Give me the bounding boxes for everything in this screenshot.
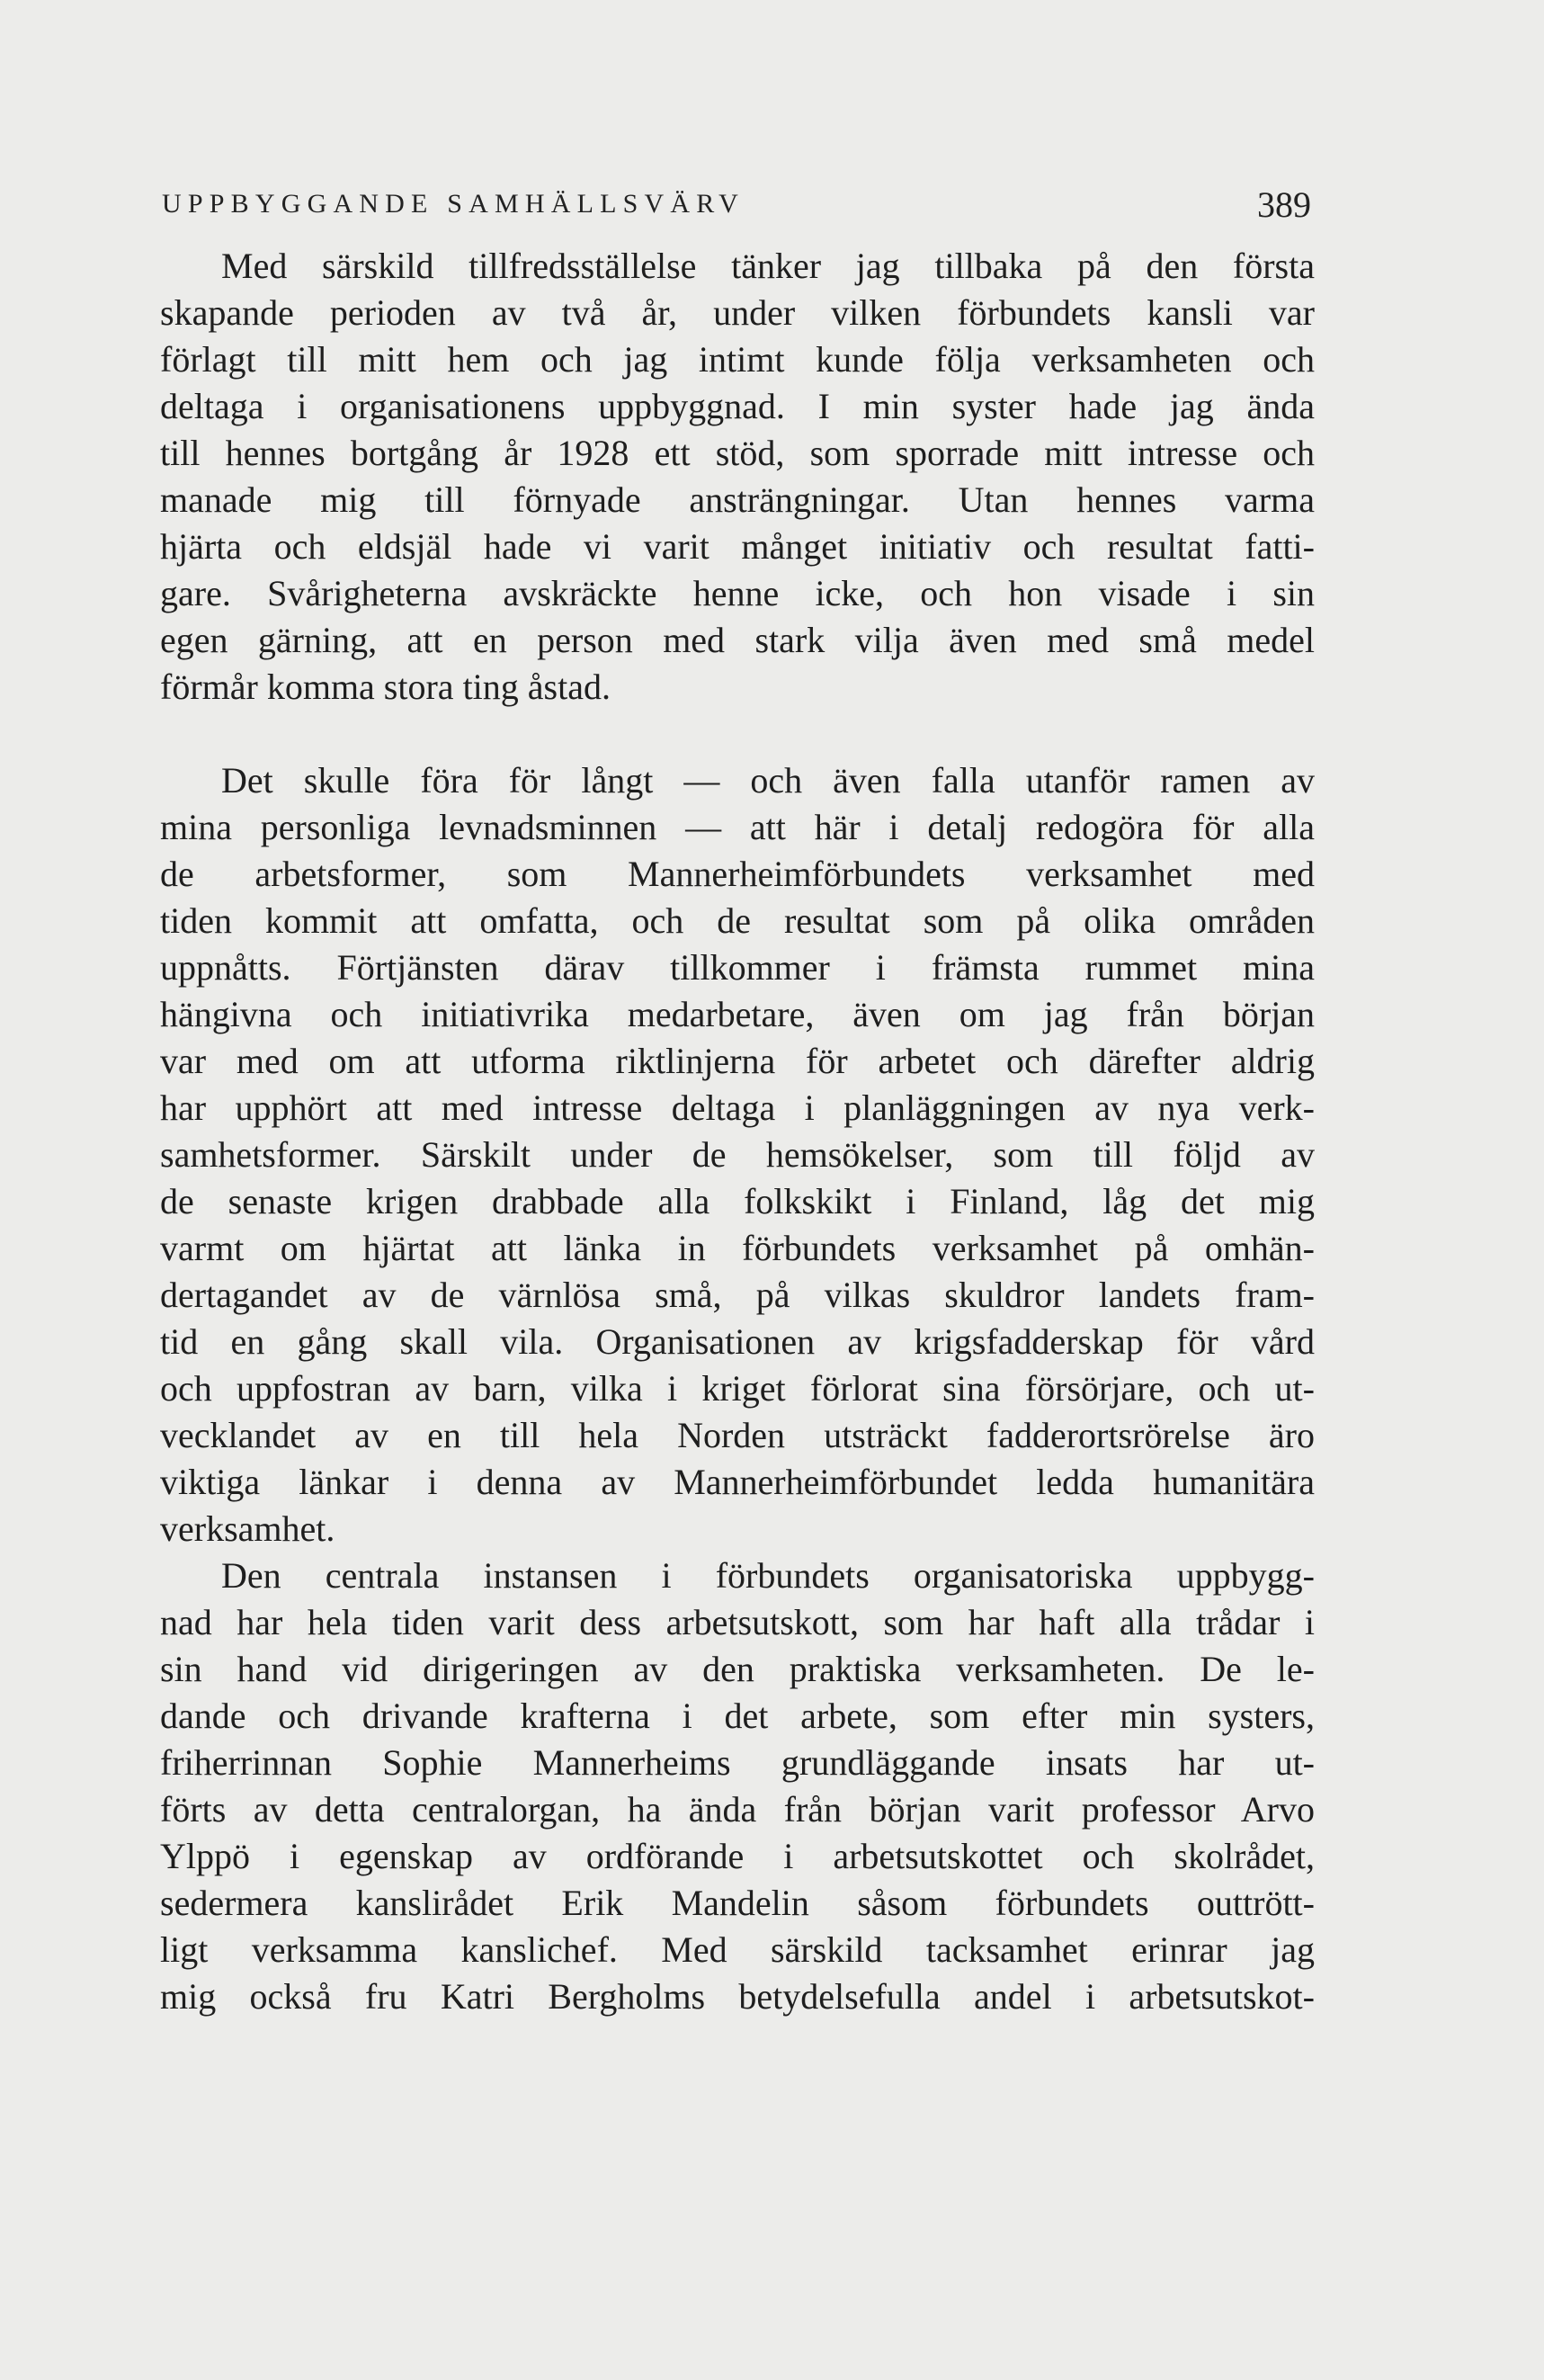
text-line: verksamhet. <box>160 1508 335 1549</box>
text-line: Det skulle föra för långt — och även falla utanför ramen av <box>221 760 1315 801</box>
text-line: Med särskild tillfredsställelse tänker jag tillbaka på den första <box>221 246 1315 286</box>
text-line: ligt verksamma kanslichef. Med särskild tacksamhet erinrar jag <box>160 1929 1315 1970</box>
text-line: hjärta och eldsjäl hade vi varit månget initiativ och resultat fatti- <box>160 526 1315 567</box>
text-line: har upphört att med intresse deltaga i planläggningen av nya verk- <box>160 1087 1315 1128</box>
text-line: skapande perioden av två år, under vilken förbundets kansli var <box>160 292 1315 333</box>
text-line: tid en gång skall vila. Organisationen av krigsfadderskap för vård <box>160 1321 1315 1362</box>
text-line: nad har hela tiden varit dess arbetsutskott, som har haft alla trådar i <box>160 1602 1315 1642</box>
running-head <box>162 176 1318 230</box>
text-line: hängivna och initiativrika medarbetare, även om jag från början <box>160 994 1315 1034</box>
text-line: och uppfostran av barn, vilka i kriget förlorat sina försörjare, och ut- <box>160 1368 1315 1409</box>
body-text <box>160 243 1315 2020</box>
text-line: sin hand vid dirigeringen av den praktiska verksamheten. De le- <box>160 1649 1315 1689</box>
text-line: mina personliga levnadsminnen — att här i detalj redogöra för alla <box>160 807 1315 847</box>
text-line: varmt om hjärtat att länka in förbundets verksamhet på omhän- <box>160 1228 1315 1268</box>
text-line: dande och drivande krafterna i det arbete, som efter min systers, <box>160 1696 1315 1736</box>
text-line: till hennes bortgång år 1928 ett stöd, som sporrade mitt intresse och <box>160 433 1315 473</box>
text-line: de arbetsformer, som Mannerheimförbundets verksamhet med <box>160 854 1315 894</box>
text-line: samhetsformer. Särskilt under de hemsökelser, som till följd av <box>160 1134 1315 1175</box>
text-line: friherrinnan Sophie Mannerheims grundläggande insats har ut- <box>160 1742 1315 1783</box>
text-line: uppnåtts. Förtjänsten därav tillkommer i främsta rummet mina <box>160 947 1315 988</box>
text-line: gare. Svårigheterna avskräckte henne icke, och hon visade i sin <box>160 573 1315 613</box>
text-line: sedermera kanslirådet Erik Mandelin såsom förbundets outtrött- <box>160 1883 1315 1923</box>
text-line: var med om att utforma riktlinjerna för arbetet och därefter aldrig <box>160 1041 1315 1081</box>
text-line: vecklandet av en till hela Norden utsträckt fadderortsrörelse äro <box>160 1415 1315 1455</box>
text-line: manade mig till förnyade ansträngningar. Utan hennes varma <box>160 479 1315 520</box>
text-line: viktiga länkar i denna av Mannerheimförbundet ledda humanitära <box>160 1462 1315 1502</box>
paragraph <box>160 243 1315 711</box>
text-line: mig också fru Katri Bergholms betydelsefulla andel i arbetsutskot- <box>160 1976 1315 2017</box>
text-line: förmår komma stora ting åstad. <box>160 667 611 707</box>
paragraph <box>160 1552 1315 2020</box>
text-line: Den centrala instansen i förbundets organisatoriska uppbygg- <box>221 1555 1315 1596</box>
text-line: Ylppö i egenskap av ordförande i arbetsutskottet och skolrådet, <box>160 1836 1315 1876</box>
running-title: UPPBYGGANDE SAMHÄLLSVÄRV <box>162 189 745 219</box>
text-line: deltaga i organisationens uppbyggnad. I min syster hade jag ända <box>160 386 1315 426</box>
text-line: egen gärning, att en person med stark vilja även med små medel <box>160 620 1315 660</box>
text-line: dertagandet av de värnlösa små, på vilkas skuldror landets fram- <box>160 1275 1315 1315</box>
text-line: förts av detta centralorgan, ha ända från början varit professor Arvo <box>160 1789 1315 1830</box>
paragraph <box>160 757 1315 1552</box>
text-line: förlagt till mitt hem och jag intimt kunde följa verksamheten och <box>160 339 1315 380</box>
page-number: 389 <box>1257 184 1311 225</box>
section-break <box>160 711 1315 757</box>
text-line: tiden kommit att omfatta, och de resultat som på olika områden <box>160 900 1315 941</box>
text-line: de senaste krigen drabbade alla folkskikt i Finland, låg det mig <box>160 1181 1315 1221</box>
